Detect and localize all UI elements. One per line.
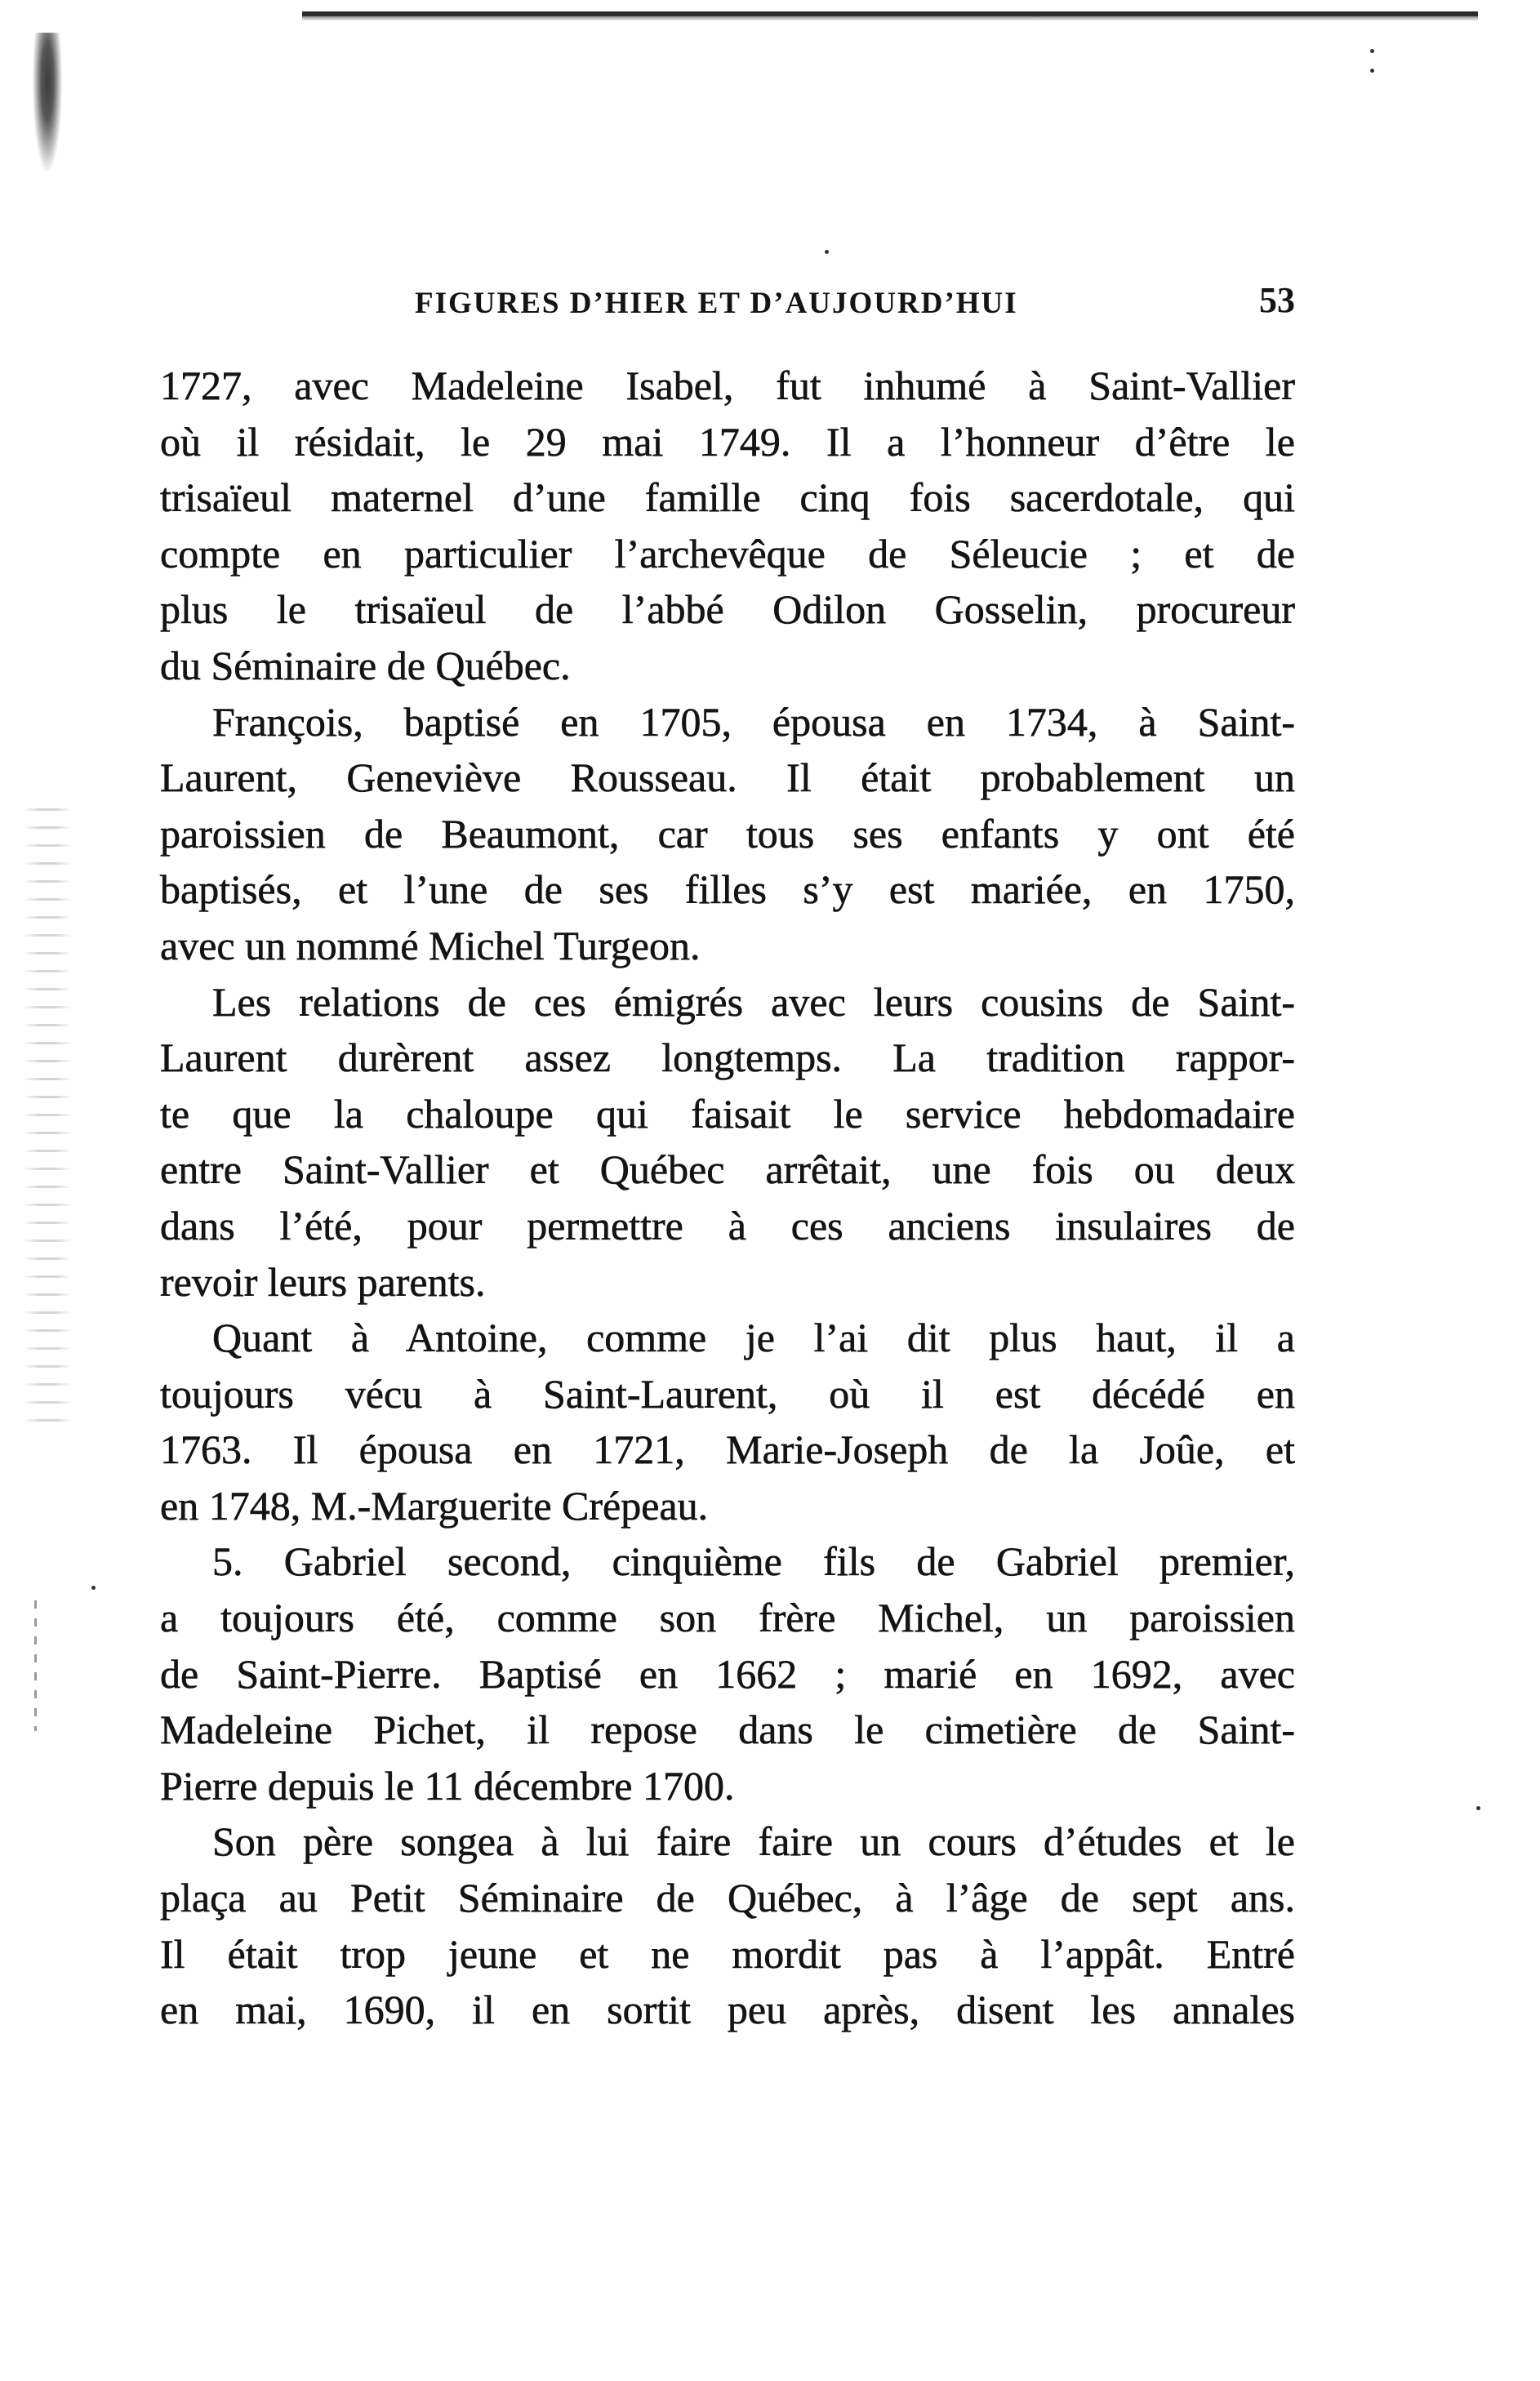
text-line: te que la chaloupe qui faisait le service hebdomadaire xyxy=(160,1090,1295,1137)
text-line: 5. Gabriel second, cinquième fils de Gabriel premier, xyxy=(212,1538,1295,1585)
text-line: Pierre depuis le 11 décembre 1700. xyxy=(160,1762,735,1809)
margin-ticks xyxy=(34,1600,37,1731)
scan-speck xyxy=(1370,69,1374,73)
text-line: Son père songea à lui faire faire un cours d’études et le xyxy=(212,1818,1295,1865)
text-line: de Saint-Pierre. Baptisé en 1662 ; marié en 1692, avec xyxy=(160,1650,1295,1697)
text-line: plus le trisaïeul de l’abbé Odilon Gosselin, procureur xyxy=(160,586,1295,633)
text-line: 1763. Il épousa en 1721, Marie-Joseph de la Joûe, et xyxy=(160,1426,1295,1473)
scan-speck xyxy=(1476,1806,1480,1810)
text-line: du Séminaire de Québec. xyxy=(160,642,571,688)
text-line: en mai, 1690, il en sortit peu après, disent les annales xyxy=(160,1987,1295,2033)
text-line: où il résidait, le 29 mai 1749. Il a l’honneur d’être le xyxy=(160,418,1295,465)
text-line: revoir leurs parents. xyxy=(160,1258,486,1305)
text-line: Laurent, Geneviève Rousseau. Il était probablement un xyxy=(160,754,1295,801)
binding-marks xyxy=(23,808,72,1429)
text-line: a toujours été, comme son frère Michel, un paroissien xyxy=(160,1595,1295,1641)
scan-speck xyxy=(825,250,829,254)
text-line: en 1748, M.-Marguerite Crépeau. xyxy=(160,1482,709,1529)
text-line: plaça au Petit Séminaire de Québec, à l’âge de sept ans. xyxy=(160,1875,1295,1921)
body-text xyxy=(160,358,1295,2038)
text-line: toujours vécu à Saint-Laurent, où il est décédé en xyxy=(160,1370,1295,1417)
text-line: Il était trop jeune et ne mordit pas à l’appât. Entré xyxy=(160,1930,1295,1977)
text-line: 1727, avec Madeleine Isabel, fut inhumé à Saint-Vallier xyxy=(160,363,1295,408)
scan-speck xyxy=(1370,49,1374,53)
running-head xyxy=(160,280,1295,332)
text-line: François, baptisé en 1705, épousa en 1734, à Saint- xyxy=(212,698,1295,745)
text-line: compte en particulier l’archevêque de Séleucie ; et de xyxy=(160,530,1295,576)
scan-top-rule xyxy=(302,11,1478,21)
running-head-title: FIGURES D’HIER ET D’AUJOURD’HUI xyxy=(415,287,1018,320)
text-line: Les relations de ces émigrés avec leurs cousins de Saint- xyxy=(212,978,1295,1025)
text-line: baptisés, et l’une de ses filles s’y est mariée, en 1750, xyxy=(160,866,1295,913)
text-line: Quant à Antoine, comme je l’ai dit plus haut, il a xyxy=(212,1315,1295,1361)
text-line: avec un nommé Michel Turgeon. xyxy=(160,922,701,968)
text-line: entre Saint-Vallier et Québec arrêtait, une fois ou deux xyxy=(160,1146,1295,1193)
text-line: Laurent durèrent assez longtemps. La tradition rappor- xyxy=(160,1035,1295,1081)
text-line: paroissien de Beaumont, car tous ses enfants y ont été xyxy=(160,810,1295,857)
text-line: trisaïeul maternel d’une famille cinq fois sacerdotale, qui xyxy=(160,474,1295,521)
page-number: 53 xyxy=(1259,280,1295,320)
scan-smudge xyxy=(33,33,62,171)
text-line: Madeleine Pichet, il repose dans le cimetière de Saint- xyxy=(160,1707,1295,1753)
scan-speck xyxy=(91,1586,96,1590)
text-line: dans l’été, pour permettre à ces anciens insulaires de xyxy=(160,1202,1295,1248)
